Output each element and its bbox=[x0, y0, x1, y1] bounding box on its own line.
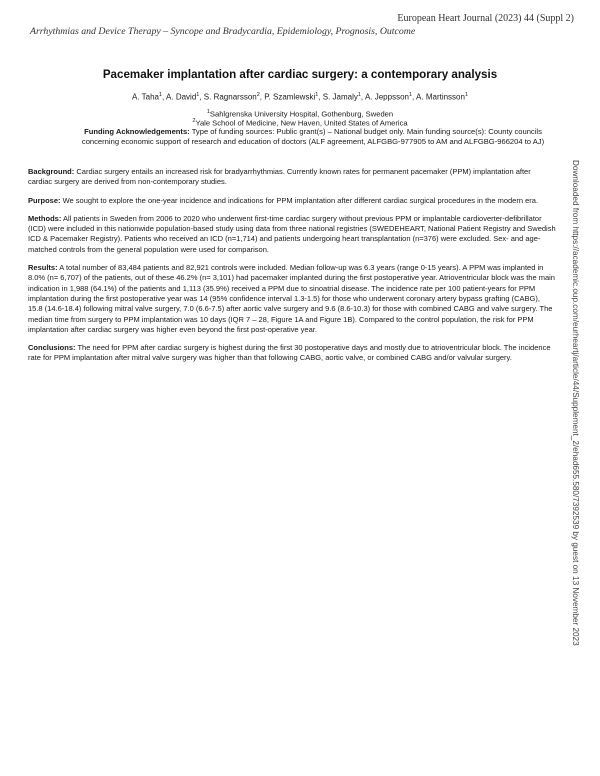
conclusions-label: Conclusions: bbox=[28, 343, 76, 353]
author-affiliation-marker: 1 bbox=[464, 92, 469, 98]
purpose-label: Purpose: bbox=[28, 195, 61, 205]
methods-text: All patients in Sweden from 2006 to 2020 who underwent first-time cardiac surgery without previous PPM or implantable cardioverter-defibrillator (ICD) were included in this nationwide population-based study using data from three national registries (SWEDEHEART, National Patient Registry and Swedish ICD & Pacemaker Registry). Patients who received an ICD (n=1,714) and patients undergoing heart transplantation (n=376) were excluded. Sex- and age-matched controls from the general population were used for comparison. bbox=[28, 213, 556, 254]
author-name: A. David bbox=[166, 92, 197, 102]
author-name: P. Szamlewski bbox=[264, 92, 316, 102]
background-text: Cardiac surgery entails an increased risk for bradyarrhythmias. Currently known rates for permanent pacemaker (PPM) implantation after cardiac surgery are derived from non-contemporary studies. bbox=[28, 167, 531, 187]
affiliation-number: 1 bbox=[206, 109, 210, 115]
abstract-body bbox=[28, 167, 556, 372]
affiliation-text: Yale School of Medicine, New Haven, United States of America bbox=[195, 118, 408, 128]
affiliation-text: Sahlgrenska University Hospital, Gothenburg, Sweden bbox=[209, 109, 394, 119]
methods-label: Methods: bbox=[28, 213, 62, 223]
author-affiliation-marker: 1 bbox=[315, 92, 319, 98]
article-title: Pacemaker implantation after cardiac surgery: a contemporary analysis bbox=[102, 68, 498, 81]
background-label: Background: bbox=[28, 167, 75, 176]
author-affiliation-marker: 2 bbox=[256, 92, 260, 98]
author-list: A. Taha$^1$, A. David$^1$, S. Ragnarsson$^2$, P. Szamlewski$^1$, S. Jamaly$^1$, A. Jeppsson$^1$, A. Martinsson$^1$ bbox=[131, 92, 469, 102]
author-affiliation-marker: 1 bbox=[196, 92, 200, 98]
funding-acknowledgements bbox=[78, 127, 548, 148]
author-affiliation-marker: 1 bbox=[408, 92, 413, 98]
results-text: A total number of 83,484 patients and 82,921 controls were included. Median follow-up was 6.3 years (range 0-15 years). A PPM was implanted in 8.0% (n= 6,707) of the patients, out of these 46.2% (n= 3,101) had pacemaker implanted during the first postoperative year. Atrioventricular block was the main indication in 1,988 (64.1%) of the patients and 1,113 (35.9%) received a PPM due to sinoatrial disease. The incidence rate per 100 patient-years for PPM implantation during the first postoperative year was 14 (95% confidence interval 1.3-1.5) for those who underwent coronary artery bypass grafting (CABG), 15.8 (14.6-18.4) following mitral valve surgery, 7.0 (6.6-7.5) after aortic valve surgery and 9.6 (8.6-10.3) for those with combined CABG and valve surgery. The median time from surgery to PPM implantation was 10 days (IQR 7 – 28, Figure 1A and Figure 1B). Compared to the control population, the risk for PPM implantation after cardiac surgery was higher even beyond the first post-operative year. bbox=[28, 263, 555, 334]
methods-paragraph bbox=[28, 214, 556, 255]
author-name: A. Martinsson bbox=[416, 92, 465, 102]
funding-label: Funding Acknowledgements: bbox=[84, 127, 190, 136]
results-paragraph bbox=[28, 263, 556, 335]
background-paragraph bbox=[28, 167, 556, 188]
author-name: S. Ragnarsson bbox=[203, 92, 257, 102]
download-watermark: Downloaded from https://academic.oup.com/eurheartj/article/44/Supplement_2/ehad655.580/7392539 by guest on 13 November 2023 bbox=[571, 160, 580, 646]
section-heading: Arrhythmias and Device Therapy – Syncope and Bradycardia, Epidemiology, Prognosis, Outcome bbox=[30, 26, 416, 37]
journal-citation: European Heart Journal (2023) 44 (Suppl 2) bbox=[397, 13, 574, 24]
purpose-text: We sought to explore the one-year incidence and indications for PPM implantation after different cardiac surgical procedures in the modern era. bbox=[62, 195, 539, 205]
author-affiliation-marker: 1 bbox=[357, 92, 361, 98]
conclusions-text: The need for PPM after cardiac surgery is highest during the first 30 postoperative days and mostly due to atrioventricular block. The incidence rate for PPM implantation after mitral valve surgery was higher than that following CABG, aortic valve, or combined CABG and/or valvular surgery. bbox=[28, 343, 551, 363]
funding-text: Type of funding sources: Public grant(s) – National budget only. Main funding source(s): County councils concerning economic support of research and education of doctors (ALF agreement, ALFGBG-977905 to AM and ALFGBG-966204 to AJ) bbox=[81, 127, 545, 147]
author-name: S. Jamaly bbox=[322, 92, 358, 102]
purpose-paragraph bbox=[28, 196, 556, 206]
results-label: Results: bbox=[28, 263, 58, 273]
author-name: A. Taha bbox=[131, 92, 159, 102]
author-affiliation-marker: 1 bbox=[158, 92, 163, 98]
author-name: A. Jeppsson bbox=[364, 92, 409, 102]
conclusions-paragraph bbox=[28, 343, 556, 364]
affiliation-number: 2 bbox=[192, 118, 196, 124]
